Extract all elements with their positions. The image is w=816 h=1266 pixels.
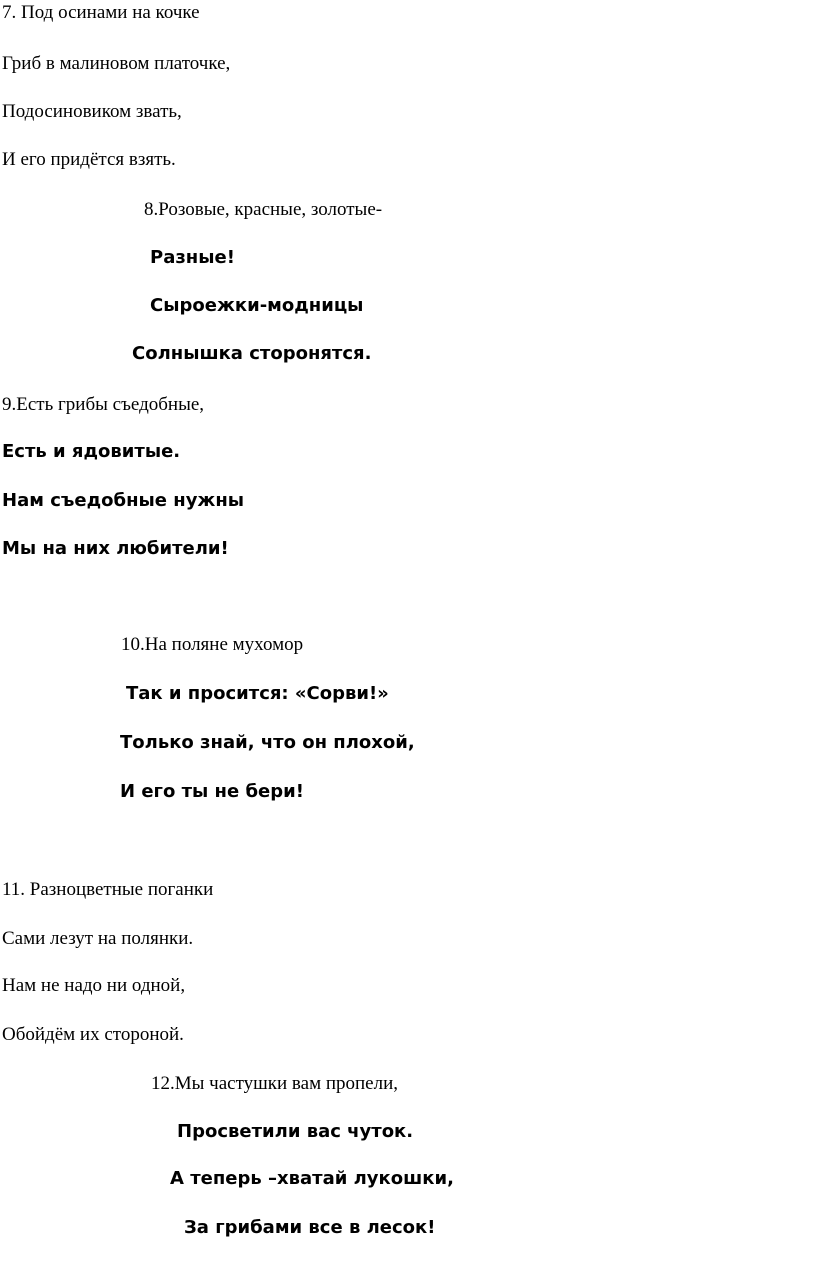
poem-line: Солнышка сторонятся. [132, 343, 372, 364]
poem-line: 10.На поляне мухомор [121, 634, 304, 655]
poem-line: Только знай, что он плохой, [120, 732, 415, 753]
poem-line: Подосиновиком звать, [2, 101, 182, 122]
poem-line: Нам съедобные нужны [2, 490, 245, 511]
poem-line: 12.Мы частушки вам пропели, [151, 1073, 399, 1094]
poem-line: Разные! [150, 247, 235, 268]
poem-line: Есть и ядовитые. [2, 441, 181, 462]
poem-line: За грибами все в лесок! [184, 1217, 436, 1238]
poem-line: 11. Разноцветные поганки [2, 879, 214, 900]
poem-line: 9.Есть грибы съедобные, [2, 394, 205, 415]
poem-line: 7. Под осинами на кочке [2, 2, 200, 23]
poem-line: И его ты не бери! [120, 781, 304, 802]
poem-line: А теперь –хватай лукошки, [170, 1168, 454, 1189]
poem-line: Мы на них любители! [2, 538, 229, 559]
poem-line: Сыроежки-модницы [150, 295, 364, 316]
poem-line: Сами лезут на полянки. [2, 928, 194, 949]
poem-line: Просветили вас чуток. [177, 1121, 414, 1142]
poem-line: Обойдём их стороной. [2, 1024, 184, 1045]
poem-line: Нам не надо ни одной, [2, 975, 186, 996]
poem-line: 8.Розовые, красные, золотые- [144, 199, 383, 220]
poem-line: Гриб в малиновом платочке, [2, 53, 231, 74]
poem-line: Так и просится: «Сорви!» [126, 683, 389, 704]
poem-line: И его придётся взять. [2, 149, 176, 170]
